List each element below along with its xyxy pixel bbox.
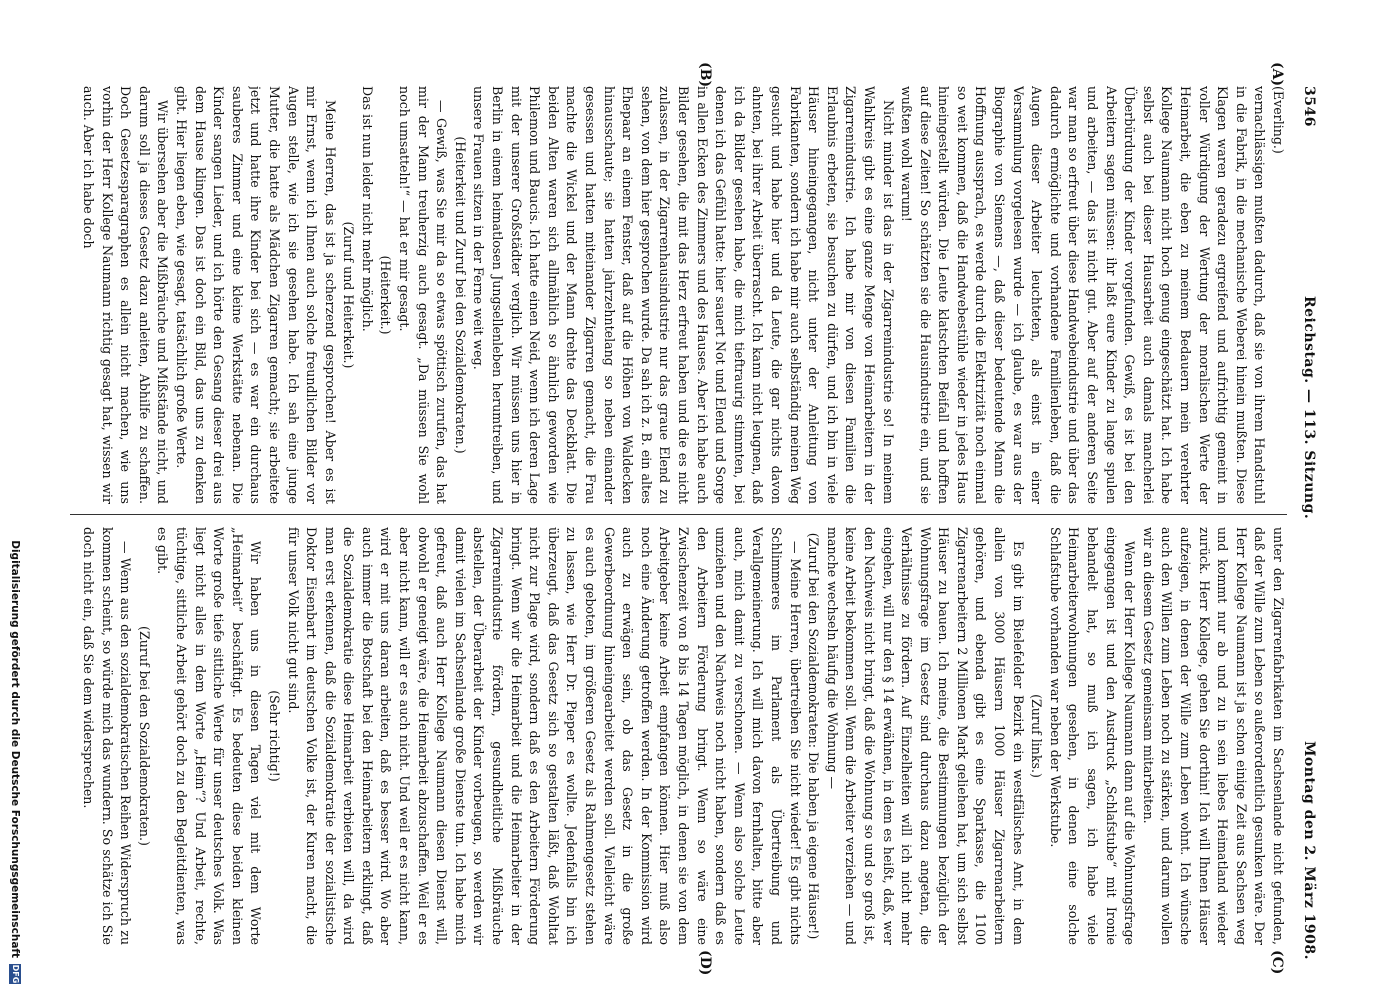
- margin-marker-d: (D): [697, 950, 713, 976]
- paragraph: (Heiterkeit.): [378, 255, 394, 335]
- session-date: Montag den 2. März 1908.: [1301, 740, 1317, 960]
- paragraph: unter den Zigarrenfabrikaten im Sachsenlande nicht gefunden, daß der Wille zum Leben so außerordentlich gesunken wäre. Der Herr Kollege Naumann ist ja schon einige Zeit aus Sachsen weg und kommt nur ab und zu in sein liebes Heimatland wieder zurück. Herr Kollege, gehen Sie dorthin! Ich will Ihnen Häuser aufzeigen, in denen der Wille zum Leben wohnt. Ich wünsche auch den Willen zum Leben noch zu stärken, und darum wollen wir an diesem Gesetz gemeinsam mitarbeiten.: [1140, 527, 1286, 945]
- left-text-column: [70, 86, 1287, 504]
- session-title: Reichstag. — 113. Sitzung.: [1301, 296, 1317, 520]
- margin-marker-a: (A): [1269, 62, 1285, 87]
- digitization-footer: [8, 0, 22, 984]
- column-divider: [70, 514, 1287, 515]
- paragraph: — Meine Herren, übertreiben Sie nicht wieder! Es gibt nichts Schlimmeres im Parlament als Übertreibung und Verallgemeinerung. Ich will mich davon fernhalten, bitte aber auch, mich damit zu verschonen. — Wenn also solche Leute umziehen und den Nachweis noch nicht haben, sondern daß es den Arbeitern Förderung bringt. Wenn so wäre eine Zwischenzeit von 8 bis 14 Tagen möglich, in denen sie von dem Arbeitgeber keine Arbeit empfangen können. Hier muß also noch eine Änderung getroffen werden. In der Kommission wird auch zu erwägen sein, ob das Gesetz in die große Gewerbeordnung hineingearbeitet werden soll. Vielleicht wäre es auch geboten, im größeren Gesetz als Rahmengesetz stehen zu lassen, wie Herr Dr. Pieper es wollte. Jedenfalls bin ich überzeugt, daß das Gesetz sich so gestalten läßt, daß Wohltat nicht zur Plage wird, sondern daß es den Arbeitern Förderung bringt. Wenn wir die Heimarbeit und die Heimarbeiter in der Zigarrenindustrie fördern, gesundheitliche Mißbräuche abstellen, der Überarbeit der Kinder vorbeugen, so werden wir damit vielen im Sachsenlande große Dienste tun. Ich habe mich gefreut, daß auch Herr Kollege Naumann diesen Dienst will, obwohl er geneigt wäre, die Heimarbeit abzuschaffen. Weil er es aber nicht kann, will er es auch nicht. Und weil er es nicht kann, wird er mit uns daran arbeiten, daß es besser wird. Wo aber auch immer die Botschaft bei den Heimarbeitern erklingt, daß die Sozialdemokratie diese Heimarbeit verbieten will, da wird man erst erkennen, daß die Sozialdemokratie der sozialistische Doktor Eisenbart im deutschen Volke ist, der Kuren macht, die für unser Volk nicht gut sind.: [285, 527, 803, 945]
- paragraph: Wir haben uns in diesen Tagen viel mit dem Worte „Heimarbeit“ beschäftigt. Es bedeuten diese beiden kleinen Worte große tiefe sittliche Werte für unser deutsches Volk. Was liegt nicht alles in dem Worte „Heim“? Und Arbeit, rechte, tüchtige, sittliche Arbeit gehört doch zu den Begleitdienten, was es gibt.: [155, 527, 264, 945]
- paragraph: (Zuruf bei den Sozialdemokraten.): [136, 626, 152, 846]
- paragraph: Wenn der Herr Kollege Naumann dann auf die Wohnungsfrage eingegangen ist und den Ausdruck „Schlafstube“ mit Ironie behandelt hat, so muß ich sagen, ich habe viele Heimarbeiterwohnungen gesehen, in denen eine solche Schlafstube vorhanden war neben der Werkstube.: [1047, 527, 1138, 945]
- paragraph: Nicht minder ist das in der Zigarrenindustrie so! In meinem Wahlkreis gibt es eine ganze Menge von Heimarbeitern in der Zigarrenindustrie. Ich habe mir von diesen Familien die Erlaubnis erbeten, sie besuchen zu dürfen, und ich bin in viele Häuser hineingegangen, nicht unter der Anleitung von Fabrikanten, sondern ich habe mir auch selbständig meinen Weg gesucht und habe hier und da Leute, die gar nichts davon ahnten, bei ihrer Arbeit überrascht. Ich kann nicht leugnen, daß ich da Bilder gesehen habe, die mich tieftraurig stimmten, bei denen ich das Gefühl hatte: hier sauert Not und Elend und Sorge in allen Ecken des Zimmers und des Hauses. Aber ich habe auch Bilder gesehen, die mit das Herz erfreut haben und die es nicht zulassen, in der Zigarrenhausindustrie nur das graue Elend zu sehen, von dem hier gesprochen wurde. Da sah ich z. B. ein altes Ehepaar an einem Fenster, daß auf die Höhen von Waldecken hinausschaute; sie hatten jahrzehntelang so neben einander gesessen und hatten miteinander Zigarren gemacht, die Frau machte die Wickel und der Mann drehte das Deckblatt. Die beiden Alten waren sich allmählich so ähnlich geworden wie Philemon und Baucis. Ich hatte einen Neid, wenn ich deren Lage mit der unserer Großstädter verglich. Wir müssen uns hier in Berlin in einem heimatlosen Jungsellenleben herumtreiben, und unsere Frauen sitzen in der Ferne weit weg.: [471, 86, 896, 504]
- paragraph: (Sehr richtig!): [266, 690, 282, 782]
- paragraph: Wir übersehen aber die Mißbräuche und Mißstände nicht, und darum soll ja dieses Gesetz dazu anleiten, Abhilfe zu schaffen. Doch Gesetzesparagraphen es allein nicht machen, wie uns vorhin der Herr Kollege Naumann richtig gesagt hat, wissen wir auch. Aber ich habe doch: [81, 86, 171, 504]
- paragraph: (Everling.): [1271, 86, 1286, 154]
- paragraph: Meine Herren, das ist ja scherzend gesprochen! Aber es ist mir Ernst, wenn ich Ihnen auch solche freundlichen Bilder vor Augen stelle, wie ich sie gesehen habe. Ich sah eine junge Mutter, die hatte als Mädchen Zigarren gemacht; sie arbeitete jetzt und hatte ihre Kinder bei sich — es war ein durchaus sauberes Zimmer und eine kleine Werkstätte nebenan. Die Kinder sangen Lieder, und ich hörte den Gesang dieser drei aus dem Hause klingen. Das ist doch ein Bild, das uns zu denken gibt. Hier liegen eben, wie gesagt, tatsächlich große Werte.: [173, 86, 338, 504]
- page-number: 3546: [1301, 86, 1317, 127]
- paragraph: (Heiterkeit und Zuruf bei den Sozialdemokraten.): [452, 136, 468, 454]
- dfg-logo-icon: DFG: [11, 964, 20, 984]
- paragraph: (Zuruf links.): [1029, 694, 1045, 778]
- paragraph: (Zuruf und Heiterkeit.): [341, 221, 357, 369]
- paragraph: — Wenn aus den sozialdemokratischen Reihen Widerspruch zu kommen scheint, so würde mich das wundern. So schätze ich Sie doch nicht ein, daß Sie dem widersprechen.: [81, 527, 134, 945]
- right-text-column: [70, 527, 1287, 945]
- margin-marker-b: (B): [697, 62, 713, 88]
- paragraph: (Zuruf bei den Sozialdemokraten: Die haben ja eigene Häuser!): [806, 532, 822, 940]
- paragraph: — Gewiß, was Sie mir da so etwas spöttisch zurufen, das hat mir der Mann treuherzig auch gesagt. „Da müssen Sie wohl noch umsatteln!“ — hat er mir gesagt.: [397, 86, 450, 504]
- footer-text: Digitalisierung gefördert durch die Deutsche Forschungsgemeinschaft: [9, 540, 21, 958]
- paragraph: Das ist nun leider nicht mehr möglich.: [359, 86, 375, 332]
- page-header: [1293, 86, 1317, 960]
- paragraph: vernachlässigen mußten dadurch, daß sie von ihrem Handstuhl in die Fabrik, in die mechanische Weberei hinein mußten. Diese Klagen waren geradezu ergreifend und aufrichtig gemeint in voller Würdigung der Wertung der moralischen Werte der Heimarbeit, die eben zu meinem Bedauern mein verehrter Kollege Naumann nicht hoch genug eingeschätzt hat. Ich habe selbst auch bei dieser Hausarbeit auch damals mancherlei Überbürdung der Kinder vorgefunden. Gewiß, es ist bei den Arbeitern sagen müssen: ihr laßt eure Kinder zu lange spulen und arbeiten, — das ist nicht gut. Aber auf der anderen Seite war man so erfreut über diese Handwebeindustrie und über das dadurch ermöglichte und vorhandene Familienleben, daß die Augen dieser Arbeiter leuchteten, als einst in einer Versammlung vorgelesen wurde — ich glaube, es war aus der Biographie von Siemens —, daß dieser bedeutende Mann die Hoffnung aussprach, es werde durch die Elektrizität noch einmal so weit kommen, daß die Handwebestühle wieder in jedes Haus hineingestellt würden. Die Leute klatschten Beifall und hofften auf diese Zeiten! So schätzten sie die Hausindustrie ein, und sie wußten wohl warum!: [899, 86, 1268, 504]
- margin-marker-c: (C): [1269, 950, 1285, 975]
- paragraph: Es gibt im Bielefelder Bezirk ein westfälisches Amt, in dem allein von 3000 Häusern 1000 Häuser Zigarrenarbeitern gehören, und ebenda gibt es eine Sparkasse, die 1100 Zigarrenarbeitern 2 Millionen Mark geliehen hat, um sich selbst Häuser zu bauen. Ich meine, die Bestimmungen bezüglich der Wohnungsfrage im Gesetz sind durchaus dazu angetan, die Verhältnisse zu fördern. Auf Einzelheiten will ich nicht mehr eingehen, will nur den § 14 erwähnen, in dem es heißt, daß, wer den Nachweis nicht bringt, daß die Wohnung so und so groß ist, keine Arbeit bekommen soll. Wenn die Arbeiter verziehen — und manche wechseln häufig die Wohnung —: [824, 527, 1026, 945]
